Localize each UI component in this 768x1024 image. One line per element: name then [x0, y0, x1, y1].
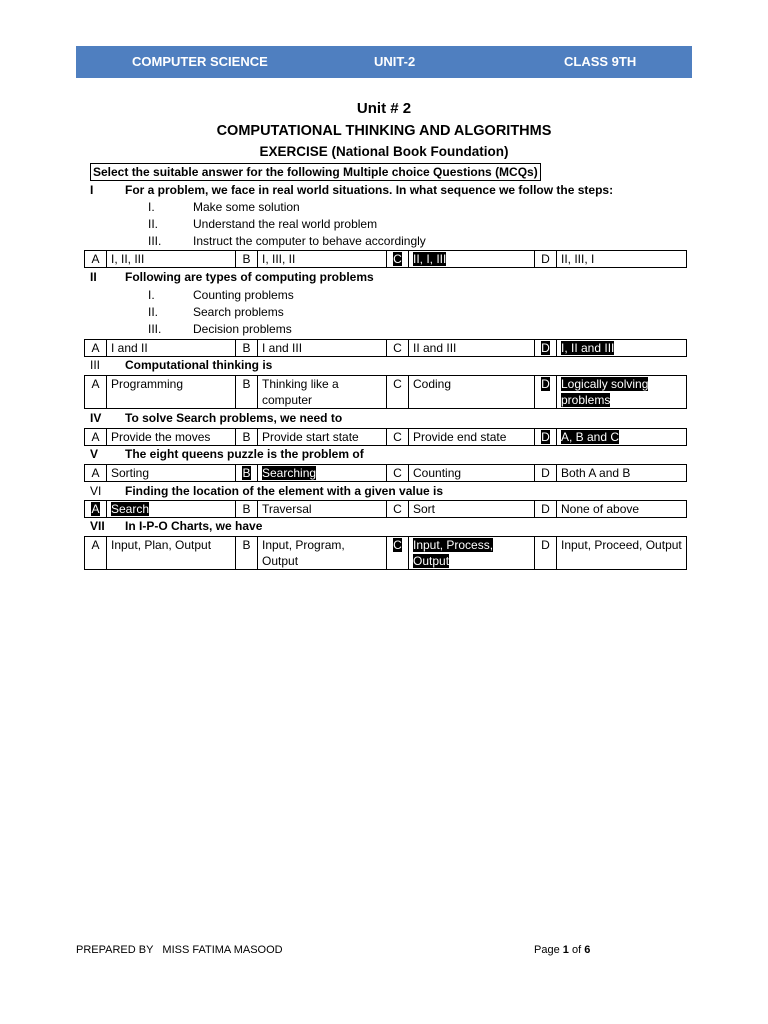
option-text: Sort [409, 501, 535, 518]
item-text: Decision problems [193, 322, 292, 336]
question-text: For a problem, we face in real world situations. In what sequence we follow the steps: [125, 183, 614, 197]
item-text: Instruct the computer to behave accordingly [193, 234, 426, 248]
list-item [148, 321, 548, 337]
option-letter: D [535, 501, 557, 518]
question-number: V [90, 447, 99, 461]
options-table-6 [84, 500, 687, 518]
option-letter [387, 537, 409, 570]
highlighted-answer: Search [111, 502, 150, 516]
item-numeral: I. [148, 200, 155, 214]
question-text: Finding the location of the element with a given value is [125, 484, 444, 498]
option-text [409, 537, 535, 570]
page-current: 1 [562, 944, 569, 956]
option-letter: A [85, 429, 107, 446]
instruction-box: Select the suitable answer for the following Multiple choice Questions (MCQs) [90, 163, 541, 181]
item-text: Counting problems [193, 288, 294, 302]
highlighted-letter: C [393, 252, 402, 266]
option-letter: A [85, 376, 107, 409]
highlighted-answer: Logically solving problems [561, 377, 649, 407]
option-letter: A [85, 465, 107, 482]
table-row [85, 251, 687, 268]
option-text [258, 465, 387, 482]
question-number: VI [90, 484, 102, 498]
header-unit: UNIT-2 [374, 54, 416, 69]
item-numeral: II. [148, 217, 159, 231]
option-text [557, 429, 687, 446]
option-letter [535, 376, 557, 409]
table-row [85, 465, 687, 482]
chapter-title: COMPUTATIONAL THINKING AND ALGORITHMS [216, 123, 552, 139]
options-table-3 [84, 375, 687, 409]
option-text: Counting [409, 465, 535, 482]
highlighted-answer: A, B and C [561, 430, 620, 444]
highlighted-answer: I, II and III [561, 341, 615, 355]
options-table-5 [84, 464, 687, 482]
list-item [148, 287, 548, 303]
option-text: Both A and B [557, 465, 687, 482]
option-text: Input, Plan, Output [107, 537, 236, 570]
option-text: Provide the moves [107, 429, 236, 446]
option-text: Thinking like a computer [258, 376, 387, 409]
option-letter: B [236, 251, 258, 268]
question-number: VII [90, 519, 105, 533]
option-letter [535, 340, 557, 357]
page-label: Page [534, 944, 560, 956]
footer-prepared-by: PREPARED BY MISS FATIMA MASOOD [76, 944, 283, 956]
header-bar [76, 46, 692, 78]
question-6 [90, 483, 690, 499]
option-text: II and III [409, 340, 535, 357]
option-letter: D [535, 251, 557, 268]
question-5 [90, 446, 690, 462]
highlighted-letter: D [541, 341, 550, 355]
question-text: In I-P-O Charts, we have [125, 519, 263, 533]
footer-page-number [534, 944, 590, 956]
option-letter: B [236, 376, 258, 409]
header-class: CLASS 9TH [564, 54, 637, 69]
highlighted-letter: B [242, 466, 251, 480]
item-numeral: II. [148, 305, 159, 319]
highlighted-letter: C [393, 538, 402, 552]
option-letter: C [387, 501, 409, 518]
option-text: I and II [107, 340, 236, 357]
option-letter: C [387, 429, 409, 446]
highlighted-letter: D [541, 430, 550, 444]
option-text: Sorting [107, 465, 236, 482]
option-text: I, III, II [258, 251, 387, 268]
highlighted-answer: Searching [262, 466, 317, 480]
item-numeral: III. [148, 322, 162, 336]
table-row [85, 501, 687, 518]
options-table-7 [84, 536, 687, 570]
unit-title: Unit # 2 [356, 100, 412, 117]
option-text: I, II, III [107, 251, 236, 268]
page-total: 6 [584, 944, 591, 956]
list-item [148, 199, 548, 215]
option-letter [535, 429, 557, 446]
option-text: Input, Program, Output [258, 537, 387, 570]
highlighted-answer: II, I, III [413, 252, 447, 266]
question-3 [90, 357, 690, 373]
question-7 [90, 518, 690, 534]
option-letter [387, 251, 409, 268]
option-letter: A [85, 537, 107, 570]
question-text: To solve Search problems, we need to [125, 411, 343, 425]
list-item [148, 233, 548, 249]
option-text: None of above [557, 501, 687, 518]
table-row [85, 429, 687, 446]
item-text: Make some solution [193, 200, 300, 214]
option-text [409, 251, 535, 268]
question-1 [90, 182, 690, 198]
option-letter: A [85, 340, 107, 357]
question-number: II [90, 270, 97, 284]
table-row [85, 537, 687, 570]
option-letter: A [85, 251, 107, 268]
option-text: Programming [107, 376, 236, 409]
option-letter: C [387, 376, 409, 409]
question-text: Computational thinking is [125, 358, 273, 372]
item-text: Understand the real world problem [193, 217, 378, 231]
header-subject: COMPUTER SCIENCE [132, 54, 268, 69]
question-number: III [90, 358, 101, 372]
highlighted-letter: A [91, 502, 100, 516]
list-item [148, 216, 548, 232]
highlighted-answer: Input, Process, Output [413, 538, 494, 568]
option-text [107, 501, 236, 518]
item-numeral: III. [148, 234, 162, 248]
option-text: Provide start state [258, 429, 387, 446]
option-letter: C [387, 340, 409, 357]
question-2 [90, 269, 690, 285]
list-item [148, 304, 548, 320]
option-letter: D [535, 465, 557, 482]
option-text: I and III [258, 340, 387, 357]
option-text [557, 340, 687, 357]
item-text: Search problems [193, 305, 284, 319]
options-table-4 [84, 428, 687, 446]
exercise-title: EXERCISE (National Book Foundation) [259, 144, 509, 159]
option-text: Coding [409, 376, 535, 409]
question-number: I [90, 183, 94, 197]
item-numeral: I. [148, 288, 155, 302]
options-table-2 [84, 339, 687, 357]
option-text [557, 376, 687, 409]
option-letter: B [236, 429, 258, 446]
option-letter: B [236, 501, 258, 518]
option-letter [236, 465, 258, 482]
question-number: IV [90, 411, 102, 425]
option-text: Provide end state [409, 429, 535, 446]
table-row [85, 376, 687, 409]
question-text: The eight queens puzzle is the problem of [125, 447, 364, 461]
option-letter: B [236, 537, 258, 570]
page-of: of [571, 944, 582, 956]
option-letter: B [236, 340, 258, 357]
question-4 [90, 410, 690, 426]
option-letter: D [535, 537, 557, 570]
option-text: Traversal [258, 501, 387, 518]
question-text: Following are types of computing problems [125, 270, 374, 284]
table-row [85, 340, 687, 357]
option-letter [85, 501, 107, 518]
highlighted-letter: D [541, 377, 550, 391]
option-text: Input, Proceed, Output [557, 537, 687, 570]
option-letter: C [387, 465, 409, 482]
options-table-1 [84, 250, 687, 268]
option-text: II, III, I [557, 251, 687, 268]
